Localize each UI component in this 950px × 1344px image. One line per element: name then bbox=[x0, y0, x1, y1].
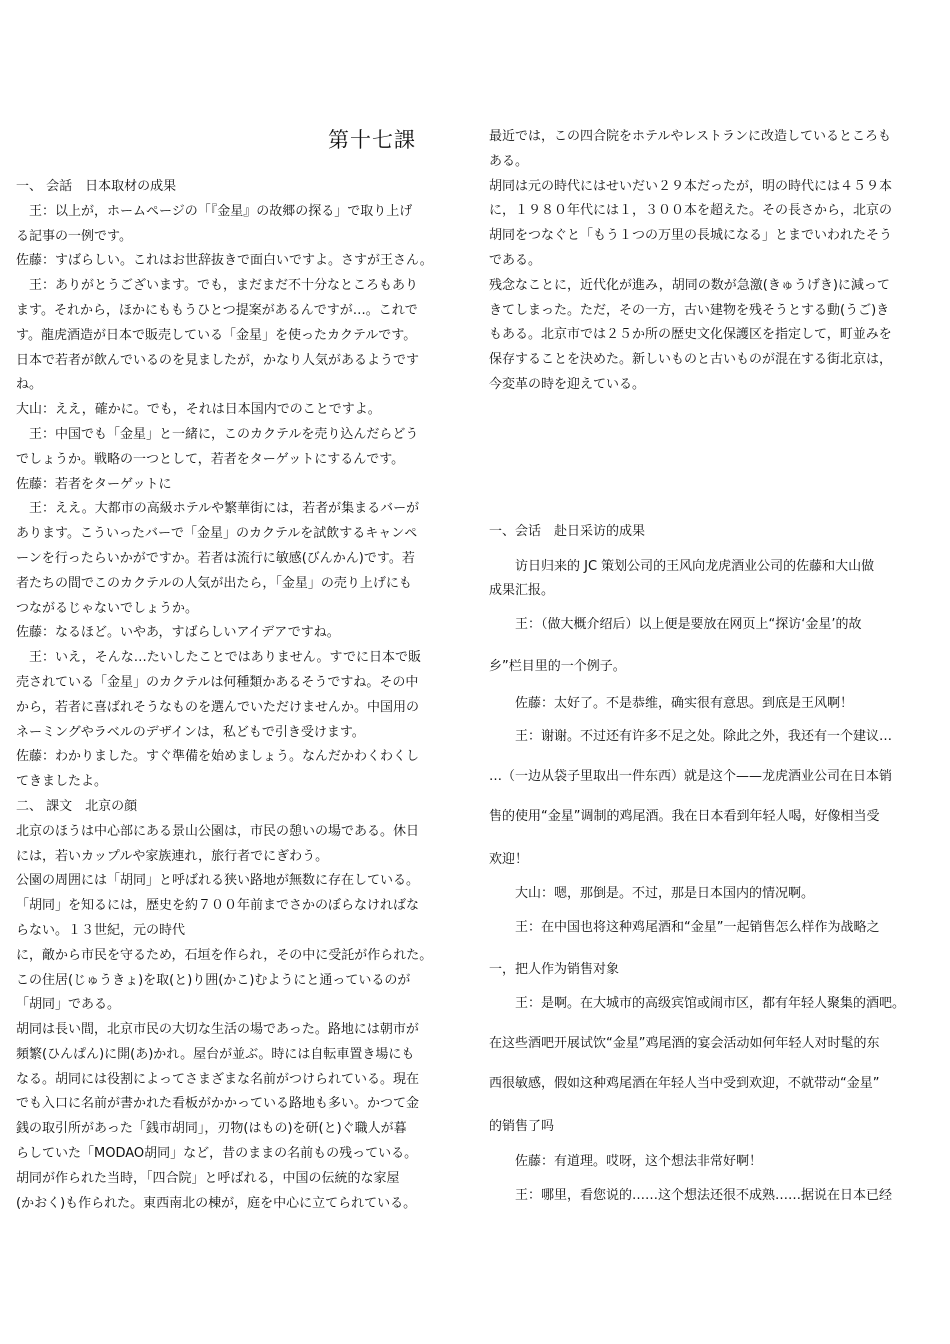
translation-line: 的销售了吗 bbox=[489, 1119, 555, 1134]
translation-line: 乡”栏目里的一个例子。 bbox=[489, 659, 626, 674]
translation-line: 欢迎！ bbox=[489, 852, 529, 867]
text-line: もある。北京市では２５か所の歴史文化保護区を指定して，町並みを bbox=[489, 327, 892, 343]
text-line: てきましたよ。 bbox=[16, 774, 108, 790]
text-line: 残念なことに，近代化が進み，胡同の数が急激(きゅうげき)に減って bbox=[489, 277, 890, 293]
text-line: 一、 会話 日本取材の成果 bbox=[16, 179, 177, 194]
text-line: あります。こういったバーで「金星」のカクテルを試飲するキャンペ bbox=[16, 526, 418, 542]
text-line: 胡同は長い間，北京市民の大切な生活の場であった。路地には朝市が bbox=[16, 1022, 419, 1038]
translation-line: 王：（做大概介绍后）以上便是要放在网页上“探访‘金星’的故 bbox=[489, 617, 862, 632]
left-column-text bbox=[16, 175, 433, 1216]
right-column-japanese-text bbox=[489, 125, 892, 398]
text-line: 佐藤：なるほど。いやあ，すばらしいアイデアですね。 bbox=[16, 625, 340, 641]
text-line: 日本で若者が飲んでいるのを見ましたが，かなり人気があるようです bbox=[16, 352, 420, 368]
translation-line: 一，把人作为销售对象 bbox=[489, 962, 620, 977]
translation-line: 一、会话 赴日采访的成果 bbox=[489, 524, 646, 539]
text-line: 二、 課文 北京の顔 bbox=[16, 798, 138, 814]
text-line: 者たちの間でこのカクテルの人気が出たら，「金星」の売り上げにも bbox=[16, 575, 412, 591]
text-line: す。龍虎酒造が日本で販売している「金星」を使ったカクテルです。 bbox=[16, 327, 417, 343]
text-line: 「胡同」を知るには，歴史を約７００年前までさかのぼらなければな bbox=[16, 898, 420, 914]
text-line: 王：以上が，ホームページの「『金星』の故郷の探る」で取り上げ bbox=[16, 203, 413, 219]
text-line: ね。 bbox=[16, 377, 43, 393]
text-line: 胡同は元の時代にはせいだい２９本だったが，明の時代には４５９本 bbox=[489, 178, 893, 194]
translation-line: 在这些酒吧开展试饮“金星”鸡尾酒的宴会活动如何年轻人对时髦的东 bbox=[489, 1036, 880, 1051]
text-line: 胡同が作られた当時，「四合院」と呼ばれる，中国の伝統的な家屋 bbox=[16, 1170, 400, 1186]
text-line: 大山：ええ，確かに。でも，それは日本国内でのことですよ。 bbox=[16, 402, 381, 418]
text-line: 今変革の時を迎えている。 bbox=[489, 376, 646, 392]
text-line: この住居(じゅうきょ)を取(と)り囲(かこ)むようにと通っているのが bbox=[16, 972, 411, 988]
text-line: ネーミングやラベルのデザインは，私どもで引き受けます。 bbox=[16, 724, 365, 740]
text-line: 王：ありがとうございます。でも，まだまだ不十分なところもあり bbox=[16, 278, 418, 294]
text-line: 銭の取引所があった「銭市胡同」，刃物(はもの)を研(と)ぐ職人が暮 bbox=[16, 1121, 407, 1137]
lesson-title: 第十七課 bbox=[328, 128, 416, 152]
text-line: に，敵から市民を守るため，石垣を作られ，その中に受託が作られた。 bbox=[16, 947, 433, 963]
text-line: 王：ええ。大都市の高級ホテルや繁華街には，若者が集まるバーが bbox=[16, 501, 420, 517]
text-line: ある。 bbox=[489, 153, 529, 169]
translation-line: 佐藤：有道理。哎呀，这个想法非常好啊！ bbox=[489, 1154, 763, 1169]
translation-line: 王：在中国也将这种鸡尾酒和“金星”一起销售怎么样作为战略之 bbox=[489, 920, 880, 935]
text-line: に，１９８０年代には１，３００本を超えた。その長さから，北京の bbox=[489, 203, 893, 219]
text-line: でも入口に名前が書かれた看板がかかっている路地も多い。かつて金 bbox=[16, 1096, 420, 1112]
text-line: でしょうか。戦略の一つとして，若者をターゲットにするんです。 bbox=[16, 451, 405, 467]
text-line: 公園の周囲には「胡同」と呼ばれる狭い路地が無数に存在している。 bbox=[16, 873, 420, 889]
text-line: 胡同をつなぐと「もう１つの万里の長城になる」とまでいわれたそう bbox=[489, 228, 893, 244]
translation-line: 王：哪里，看您说的……这个想法还很不成熟……据说在日本已经 bbox=[489, 1188, 893, 1203]
text-line: から，若者に喜ばれそうなものを選んでいただけませんか。中国用の bbox=[16, 699, 420, 715]
text-line: には，若いカップルや家族連れ，旅行者でにぎわう。 bbox=[16, 848, 329, 864]
translation-line: 大山：嗯，那倒是。不过，那是日本国内的情况啊。 bbox=[489, 886, 815, 901]
text-line: 王：中国でも「金星」と一緒に，このカクテルを売り込んだらどう bbox=[16, 426, 419, 442]
text-line: 王：いえ，そんな…たいしたことではありません。すでに日本で販 bbox=[16, 650, 421, 666]
translation-line: …（一边从袋子里取出一件东西）就是这个——龙虎酒业公司在日本销 bbox=[489, 769, 893, 784]
text-line: なる。胡同には役割によってさまざまな名前がつけられている。現在 bbox=[16, 1071, 420, 1087]
text-line: である。 bbox=[489, 252, 542, 268]
text-line: 佐藤：わかりました。すぐ準備を始めましょう。なんだかわくわくし bbox=[16, 749, 420, 765]
text-line: 頻繁(ひんぱん)に開(あ)かれ。屋台が並ぶ。時には自転車置き場にも bbox=[16, 1046, 415, 1062]
text-line: つながるじゃないでしょうか。 bbox=[16, 600, 199, 616]
text-line: ます。それから，ほかにももうひとつ提案があるんですが…。これで bbox=[16, 302, 418, 318]
translation-line: 售的使用“金星”调制的鸡尾酒。我在日本看到年轻人喝，好像相当受 bbox=[489, 809, 880, 824]
text-line: 売されている「金星」のカクテルは何種類かあるそうですね。その中 bbox=[16, 674, 419, 690]
text-line: (かおく)も作られた。東西南北の棟が，庭を中心に立てられている。 bbox=[16, 1195, 417, 1211]
text-line: る記事の一例です。 bbox=[16, 228, 132, 244]
text-line: 「胡同」である。 bbox=[16, 997, 121, 1013]
translation-line: 西很敏感，假如这种鸡尾酒在年轻人当中受到欢迎，不就带动“金星” bbox=[489, 1076, 880, 1091]
text-line: 佐藤：若者をターゲットに bbox=[16, 476, 172, 492]
text-line: 北京のほうは中心部にある景山公園は，市民の憩いの場である。休日 bbox=[16, 823, 420, 839]
translation-line: 佐藤：太好了。不是恭维，确实很有意思。到底是王风啊！ bbox=[489, 696, 854, 711]
text-line: 保存することを決めた。新しいものと古いものが混在する街北京は， bbox=[489, 352, 893, 368]
translation-line: 王：谢谢。不过还有许多不足之处。除此之外，我还有一个建议… bbox=[489, 729, 893, 744]
translation-line: 访日归来的 JC 策划公司的王风向龙虎酒业公司的佐藤和大山做 bbox=[489, 559, 875, 574]
text-line: らしていた「MODAO胡同」など，昔のままの名前もの残っている。 bbox=[16, 1146, 418, 1162]
translation-line: 王：是啊。在大城市的高级宾馆或闹市区，都有年轻人聚集的酒吧。 bbox=[489, 996, 906, 1011]
text-line: らない。１３世紀，元の時代 bbox=[16, 922, 186, 938]
text-line: ーンを行ったらいかがですか。若者は流行に敏感(びんかん)です。若 bbox=[16, 550, 415, 566]
text-line: 最近では，この四合院をホテルやレストランに改造しているところも bbox=[489, 129, 891, 144]
text-line: 佐藤：すばらしい。これはお世辞抜きで面白いですよ。さすが王さん。 bbox=[16, 253, 433, 269]
translation-line: 成果汇报。 bbox=[489, 583, 555, 598]
text-line: きてしまった。ただ，その一方，古い建物を残そうとする動(うご)き bbox=[489, 302, 890, 318]
